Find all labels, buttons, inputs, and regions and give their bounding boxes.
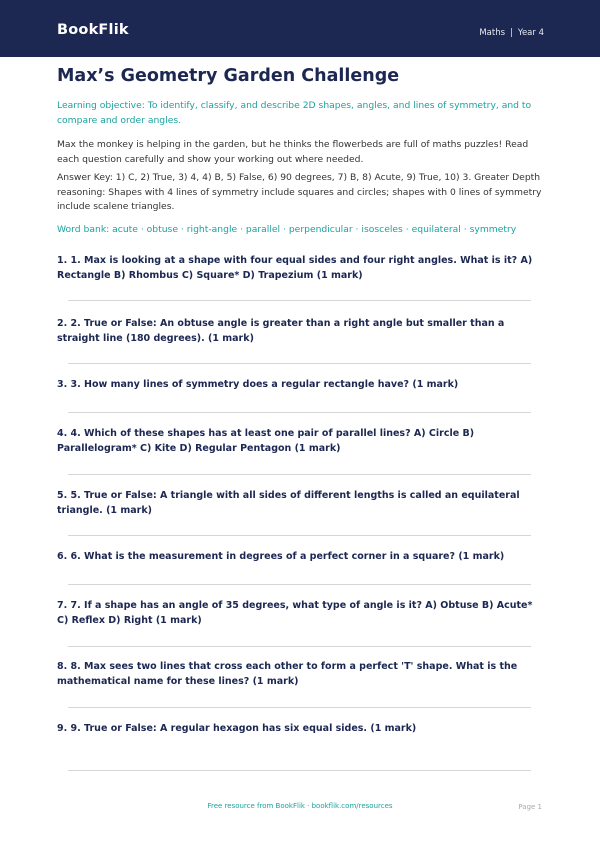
answer-line-4[interactable]: [68, 474, 531, 475]
answer-line-6[interactable]: [68, 584, 531, 585]
question-6: 6. 6. What is the measurement in degrees of a perfect corner in a square? (1 mark): [57, 551, 505, 562]
learning-objective: Learning objective: To identify, classify, and describe 2D shapes, angles, and lines of symmetry, and to compare and order angles.: [57, 100, 532, 126]
question-1: 1. 1. Max is looking at a shape with four equal sides and four right angles. What is it? A) Rectangle B) Rhombus C) Square* D) Trapezium (1 mark): [57, 255, 533, 281]
question-3: 3. 3. How many lines of symmetry does a regular rectangle have? (1 mark): [57, 379, 459, 390]
answer-line-7[interactable]: [68, 646, 531, 647]
answer-line-2[interactable]: [68, 363, 531, 364]
answer-line-8[interactable]: [68, 707, 531, 708]
answer-line-1[interactable]: [68, 300, 531, 301]
page-header: [0, 0, 600, 57]
question-2: 2. 2. True or False: An obtuse angle is greater than a right angle but smaller than a straight line (180 degrees). (1 mark): [57, 318, 505, 344]
question-4: 4. 4. Which of these shapes has at least one pair of parallel lines? A) Circle B) Parallelogram* C) Kite D) Regular Pentagon (1 mark): [57, 428, 475, 454]
header-meta: [479, 28, 544, 38]
question-7: 7. 7. If a shape has an angle of 35 degrees, what type of angle is it? A) Obtuse B) Acute* C) Reflex D) Right (1 mark): [57, 600, 533, 626]
meta-separator: |: [510, 28, 513, 38]
footer-resource-link[interactable]: Free resource from BookFlik · bookflik.com/resources: [207, 802, 393, 810]
year-label: Year 4: [517, 28, 544, 38]
answer-line-9[interactable]: [68, 770, 531, 771]
question-8: 8. 8. Max sees two lines that cross each other to form a perfect 'T' shape. What is the mathematical name for these lines? (1 mark): [57, 661, 518, 687]
answer-line-3[interactable]: [68, 412, 531, 413]
intro-text: Max the monkey is helping in the garden, but he thinks the flowerbeds are full of maths puzzles! Read each question carefully and show your working out where needed.: [57, 139, 529, 165]
subject-label: Maths: [479, 28, 506, 38]
page-number: Page 1: [518, 803, 542, 811]
brand-logo-text[interactable]: BookFlik: [57, 22, 129, 38]
question-5: 5. 5. True or False: A triangle with all sides of different lengths is called an equilateral triangle. (1 mark): [57, 490, 520, 516]
answer-key: Answer Key: 1) C, 2) True, 3) 4, 4) B, 5) False, 6) 90 degrees, 7) B, 8) Acute, 9) True, 10) 3. Greater Depth reasoning: Shapes with 4 lines of symmetry include squares and circles; shapes with 0 lines of symmetry include scalene triangles.: [57, 172, 542, 212]
answer-line-5[interactable]: [68, 535, 531, 536]
worksheet-title: Max’s Geometry Garden Challenge: [57, 66, 400, 86]
word-bank: Word bank: acute · obtuse · right-angle · parallel · perpendicular · isosceles · equilateral · symmetry: [57, 224, 517, 235]
question-9: 9. 9. True or False: A regular hexagon has six equal sides. (1 mark): [57, 723, 417, 734]
